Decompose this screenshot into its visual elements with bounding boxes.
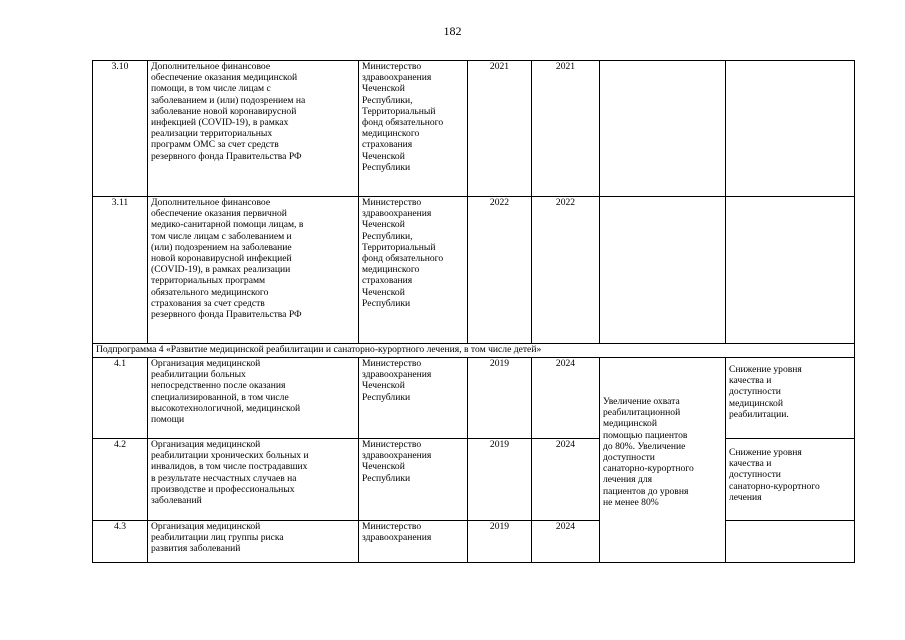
table-row	[93, 197, 855, 344]
start-year: 2021	[468, 61, 532, 197]
expected-result	[600, 61, 726, 197]
subprogram-row	[93, 344, 855, 358]
expected-result	[600, 197, 726, 344]
risk-cell	[726, 61, 855, 197]
risk-cell: Снижение уровня качества и доступности медицинской реабилитации.	[726, 358, 855, 439]
table-row	[93, 358, 855, 439]
table-row	[93, 439, 855, 521]
end-year: 2022	[532, 197, 600, 344]
measures-table	[92, 60, 855, 563]
expected-result: Увеличение охвата реабилитационной медицинской помощью пациентов до 80%. Увеличение доступности санаторно-курортного лечения для пациентов до уровня не менее 80%	[600, 358, 726, 563]
executor: Министерство здравоохранения Чеченской Республики, Территориальный фонд обязательного медицинского страхования Чеченской Республики	[359, 197, 468, 344]
row-number: 4.1	[93, 358, 148, 439]
table-row	[93, 61, 855, 197]
executor: Министерство здравоохранения Чеченской Республики	[359, 439, 468, 521]
row-number: 3.10	[93, 61, 148, 197]
risk-cell	[726, 197, 855, 344]
risk-cell	[726, 521, 855, 563]
measure-name: Дополнительное финансовое обеспечение оказания первичной медико-санитарной помощи лицам, в том числе лицам с заболеванием и (или) подозрением на заболевание новой коронавирусной инфекцией (COVID-19), в рамках реализации территориальных программ обязательного медицинского страхования за счет средств резервного фонда Правительства РФ	[148, 197, 359, 344]
subprogram-title: Подпрограмма 4 «Развитие медицинской реабилитации и санаторно-курортного лечения, в том числе детей»	[93, 344, 855, 358]
measure-name: Дополнительное финансовое обеспечение оказания медицинской помощи, в том числе лицам с заболеванием и (или) подозрением на заболевание новой коронавирусной инфекцией (COVID-19), в рамках реализации территориальных программ ОМС за счет средств резервного фонда Правительства РФ	[148, 61, 359, 197]
start-year: 2022	[468, 197, 532, 344]
executor: Министерство здравоохранения Чеченской Республики	[359, 358, 468, 439]
start-year: 2019	[468, 358, 532, 439]
measure-name: Организация медицинской реабилитации больных непосредственно после оказания специализированной, в том числе высокотехнологичной, медицинской помощи	[148, 358, 359, 439]
measure-name: Организация медицинской реабилитации хронических больных и инвалидов, в том числе пострадавших в результате несчастных случаев на производстве и профессиональных заболеваний	[148, 439, 359, 521]
page-number: 182	[443, 24, 462, 38]
end-year: 2024	[532, 358, 600, 439]
row-number: 3.11	[93, 197, 148, 344]
end-year: 2021	[532, 61, 600, 197]
risk-cell: Снижение уровня качества и доступности санаторно-курортного лечения	[726, 439, 855, 521]
executor: Министерство здравоохранения	[359, 521, 468, 563]
end-year: 2024	[532, 439, 600, 521]
measure-name: Организация медицинской реабилитации лиц группы риска развития заболеваний	[148, 521, 359, 563]
start-year: 2019	[468, 439, 532, 521]
row-number: 4.2	[93, 439, 148, 521]
row-number: 4.3	[93, 521, 148, 563]
table-row	[93, 521, 855, 563]
executor: Министерство здравоохранения Чеченской Республики, Территориальный фонд обязательного медицинского страхования Чеченской Республики	[359, 61, 468, 197]
end-year: 2024	[532, 521, 600, 563]
start-year: 2019	[468, 521, 532, 563]
